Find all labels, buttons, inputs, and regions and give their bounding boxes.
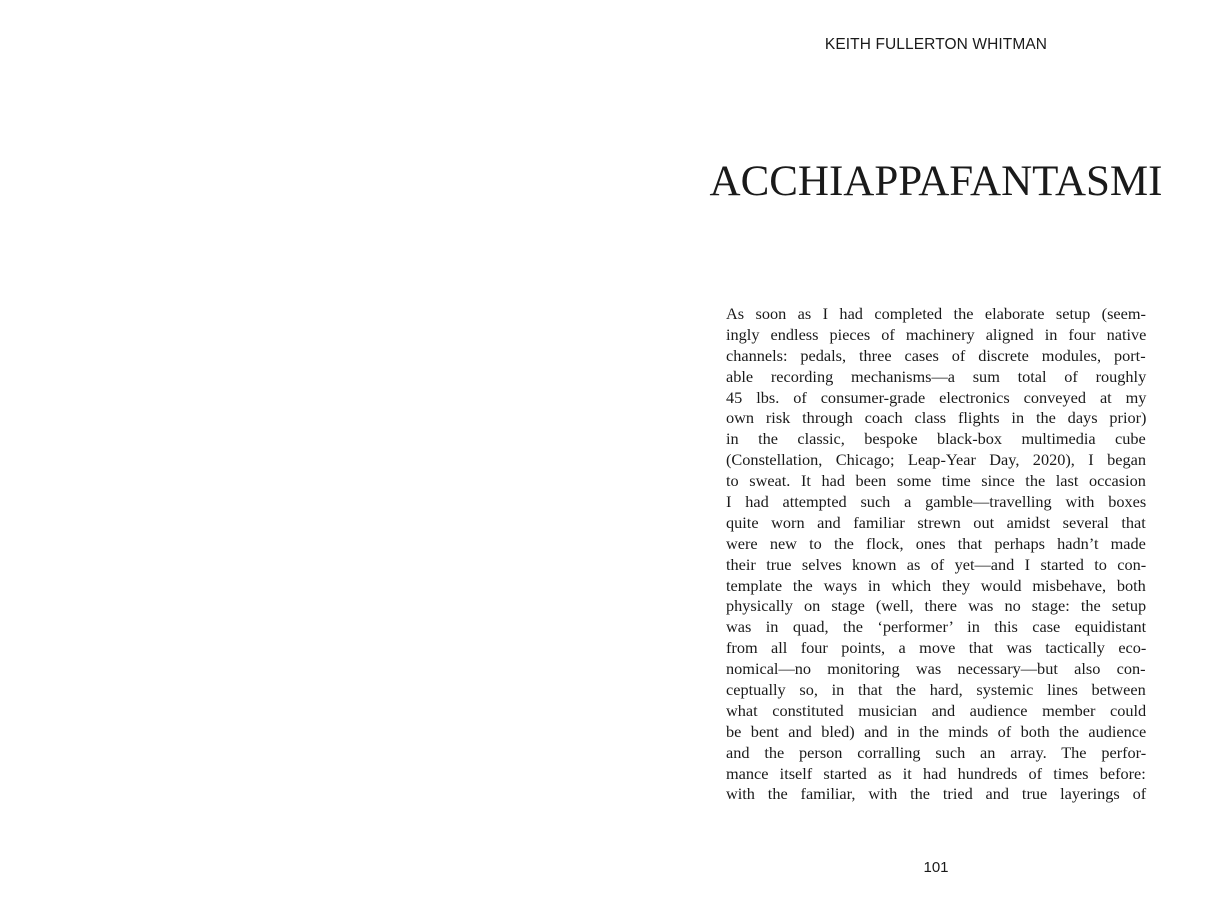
text-line: mance itself started as it had hundreds of times before: (726, 763, 1146, 783)
running-head-author: KEITH FULLERTON WHITMAN (824, 36, 1048, 53)
text-line: were new to the flock, ones that perhaps hadn’t made (726, 533, 1146, 553)
text-line: I had attempted such a gamble—travelling with boxes (726, 492, 1147, 512)
text-line: physically on stage (well, there was no stage: the setup (726, 596, 1147, 616)
text-line: (Constellation, Chicago; Leap-Year Day, 2020), I began (726, 450, 1146, 470)
text-line: As soon as I had completed the elaborate setup (seem- (726, 304, 1146, 323)
text-line: their true selves known as of yet—and I started to con- (726, 554, 1147, 574)
text-line: quite worn and familiar strewn out amidst several that (726, 512, 1146, 532)
text-line: to sweat. It had been some time since the last occasion (726, 471, 1146, 491)
text-line: and the person corralling such an array. The perfor- (726, 742, 1147, 762)
text-line: was in quad, the ‘performer’ in this case equidistant (726, 617, 1147, 637)
text-line: what constituted musician and audience member could (726, 700, 1147, 720)
body-paragraph (726, 304, 1146, 805)
page-number: 101 (923, 859, 949, 876)
text-line: with the familiar, with the tried and true layerings of (726, 784, 1147, 804)
text-line: own risk through coach class flights in the days prior) (726, 408, 1147, 428)
text-line: nomical—no monitoring was necessary—but also con- (726, 659, 1146, 679)
text-line: 45 lbs. of consumer-grade electronics conveyed at my (726, 387, 1147, 407)
text-line: template the ways in which they would misbehave, both (726, 575, 1146, 595)
text-line: in the classic, bespoke black-box multimedia cube (726, 429, 1146, 449)
text-line: ingly endless pieces of machinery aligned in four native (726, 324, 1147, 344)
text-line: be bent and bled) and in the minds of both the audience (726, 721, 1147, 741)
text-line: channels: pedals, three cases of discrete modules, port- (726, 345, 1146, 365)
text-line: able recording mechanisms—a sum total of roughly (726, 366, 1147, 386)
text-line: from all four points, a move that was tactically eco- (726, 638, 1147, 658)
text-line: ceptually so, in that the hard, systemic lines between (726, 680, 1146, 700)
chapter-title: ACCHIAPPAFANTASMI (709, 158, 1163, 205)
